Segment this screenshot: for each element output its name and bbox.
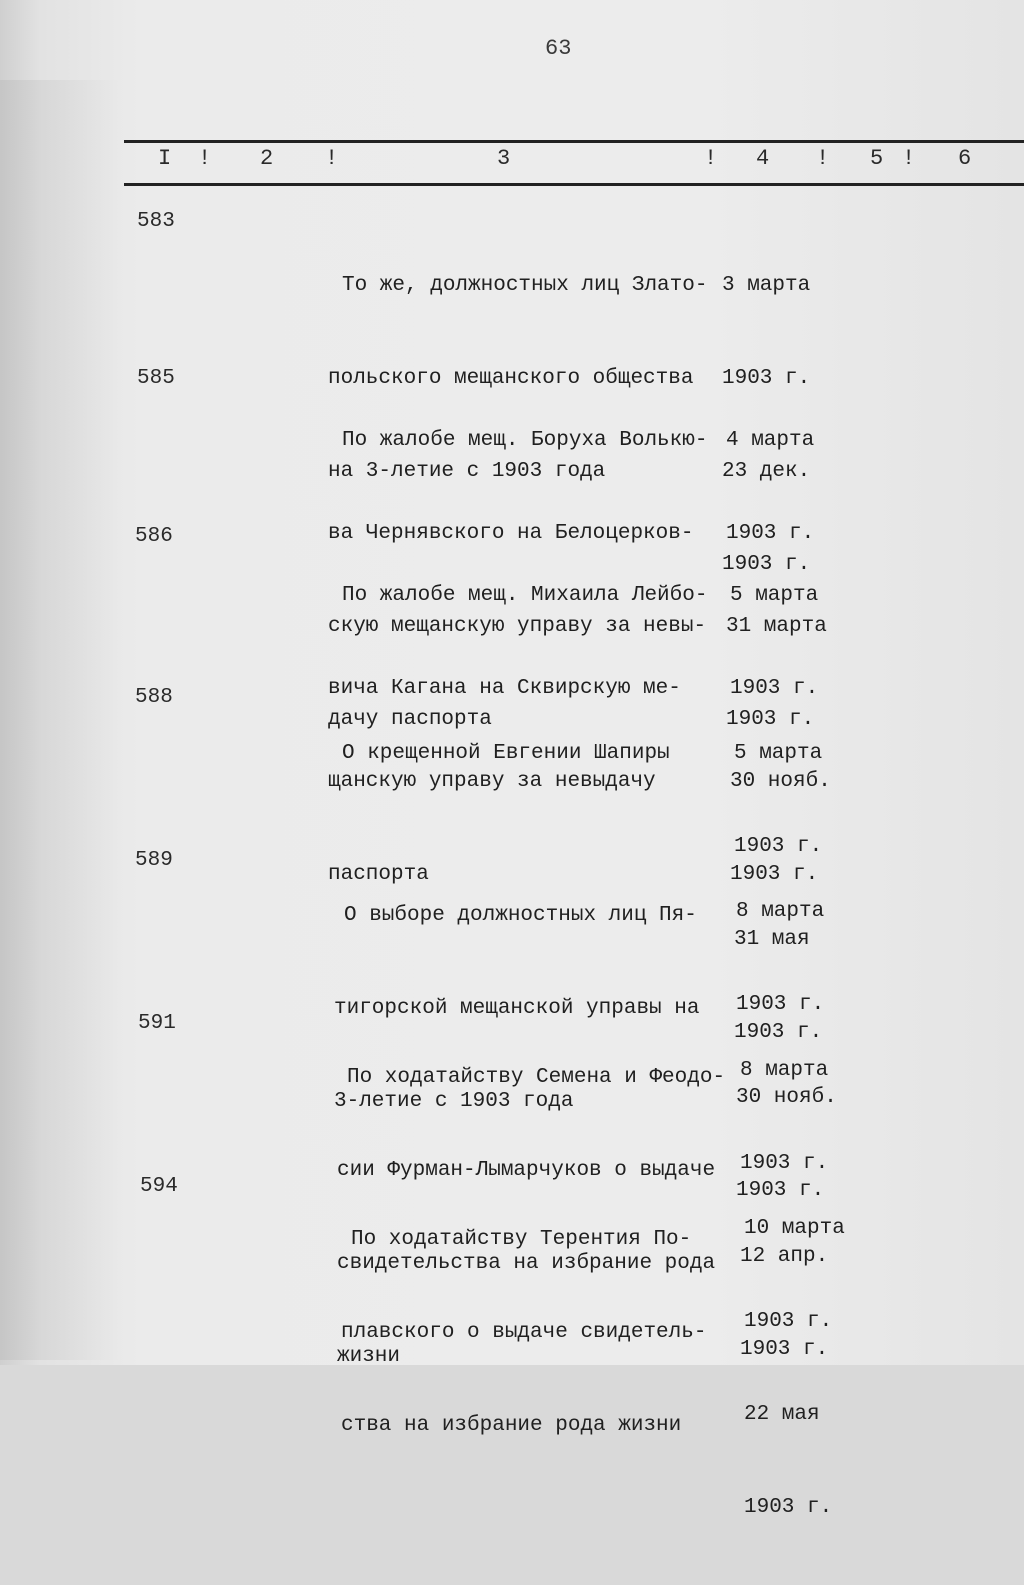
entry-number: 589 [135,849,173,872]
entry-number: 585 [137,367,175,390]
entry-number: 583 [137,210,175,233]
entry-dates: 10 марта 1903 г. 22 мая 1903 г. [744,1217,845,1519]
header-top-rule [124,140,1024,143]
entry-dates: 8 марта 1903 г. 12 апр. 1903 г. [740,1059,829,1361]
entry-dates: 3 марта 1903 г. 23 дек. 1903 г. [722,274,811,576]
entry-description: То же, должностных лиц Злато- польского мещанского общества на 3-летие с 1903 года [328,274,708,483]
header-col-2: 2 [260,146,274,171]
entry-dates: 5 марта 1903 г. 31 мая 1903 г. [734,742,823,1044]
header-col-3: 3 [497,146,511,171]
header-separator: ! [816,146,830,171]
header-col-4: 4 [756,146,770,171]
header-col-1: I [158,146,172,171]
entry-description: По ходатайству Семена и Феодо- сии Фурман-Лымарчуков о выдаче свидетельства на избрание рода жизни [337,1066,726,1368]
entry-description: По ходатайству Терентия По- плавского о выдаче свидетель- ства на избрание рода жизни [341,1228,707,1437]
entry-number: 588 [135,686,173,709]
entry-description: О выборе должностных лиц Пя- тигорской мещанской управы на 3-летие с 1903 года [334,904,700,1113]
header-separator: ! [325,146,339,171]
entry-description: По жалобе мещ. Михаила Лейбо- вича Кагана на Сквирскую ме- щанскую управу за невыдачу паспорта [328,584,708,886]
page-number: 63 [545,36,572,61]
header-separator: ! [198,146,212,171]
entry-dates: 5 марта 1903 г. 30 нояб. 1903 г. [730,584,831,886]
header-separator: ! [704,146,718,171]
header-bottom-rule [124,183,1024,186]
entry-description: По жалобе мещ. Боруха Волькю- ва Чернявского на Белоцерков- скую мещанскую управу за невы- дачу паспорта [328,429,708,731]
entry-number: 586 [135,525,173,548]
entry-dates: 8 марта 1903 г. 30 нояб. 1903 г. [736,900,837,1202]
entry-number: 594 [140,1175,178,1198]
entry-number: 591 [138,1012,176,1035]
facing-page-shadow [0,80,120,1360]
entry-dates: 4 марта 1903 г. 31 марта 1903 г. [726,429,827,731]
entry-description: О крещенной Евгении Шапиры [342,742,670,765]
header-separator: ! [902,146,916,171]
header-col-5: 5 [870,146,884,171]
header-col-6: 6 [958,146,972,171]
